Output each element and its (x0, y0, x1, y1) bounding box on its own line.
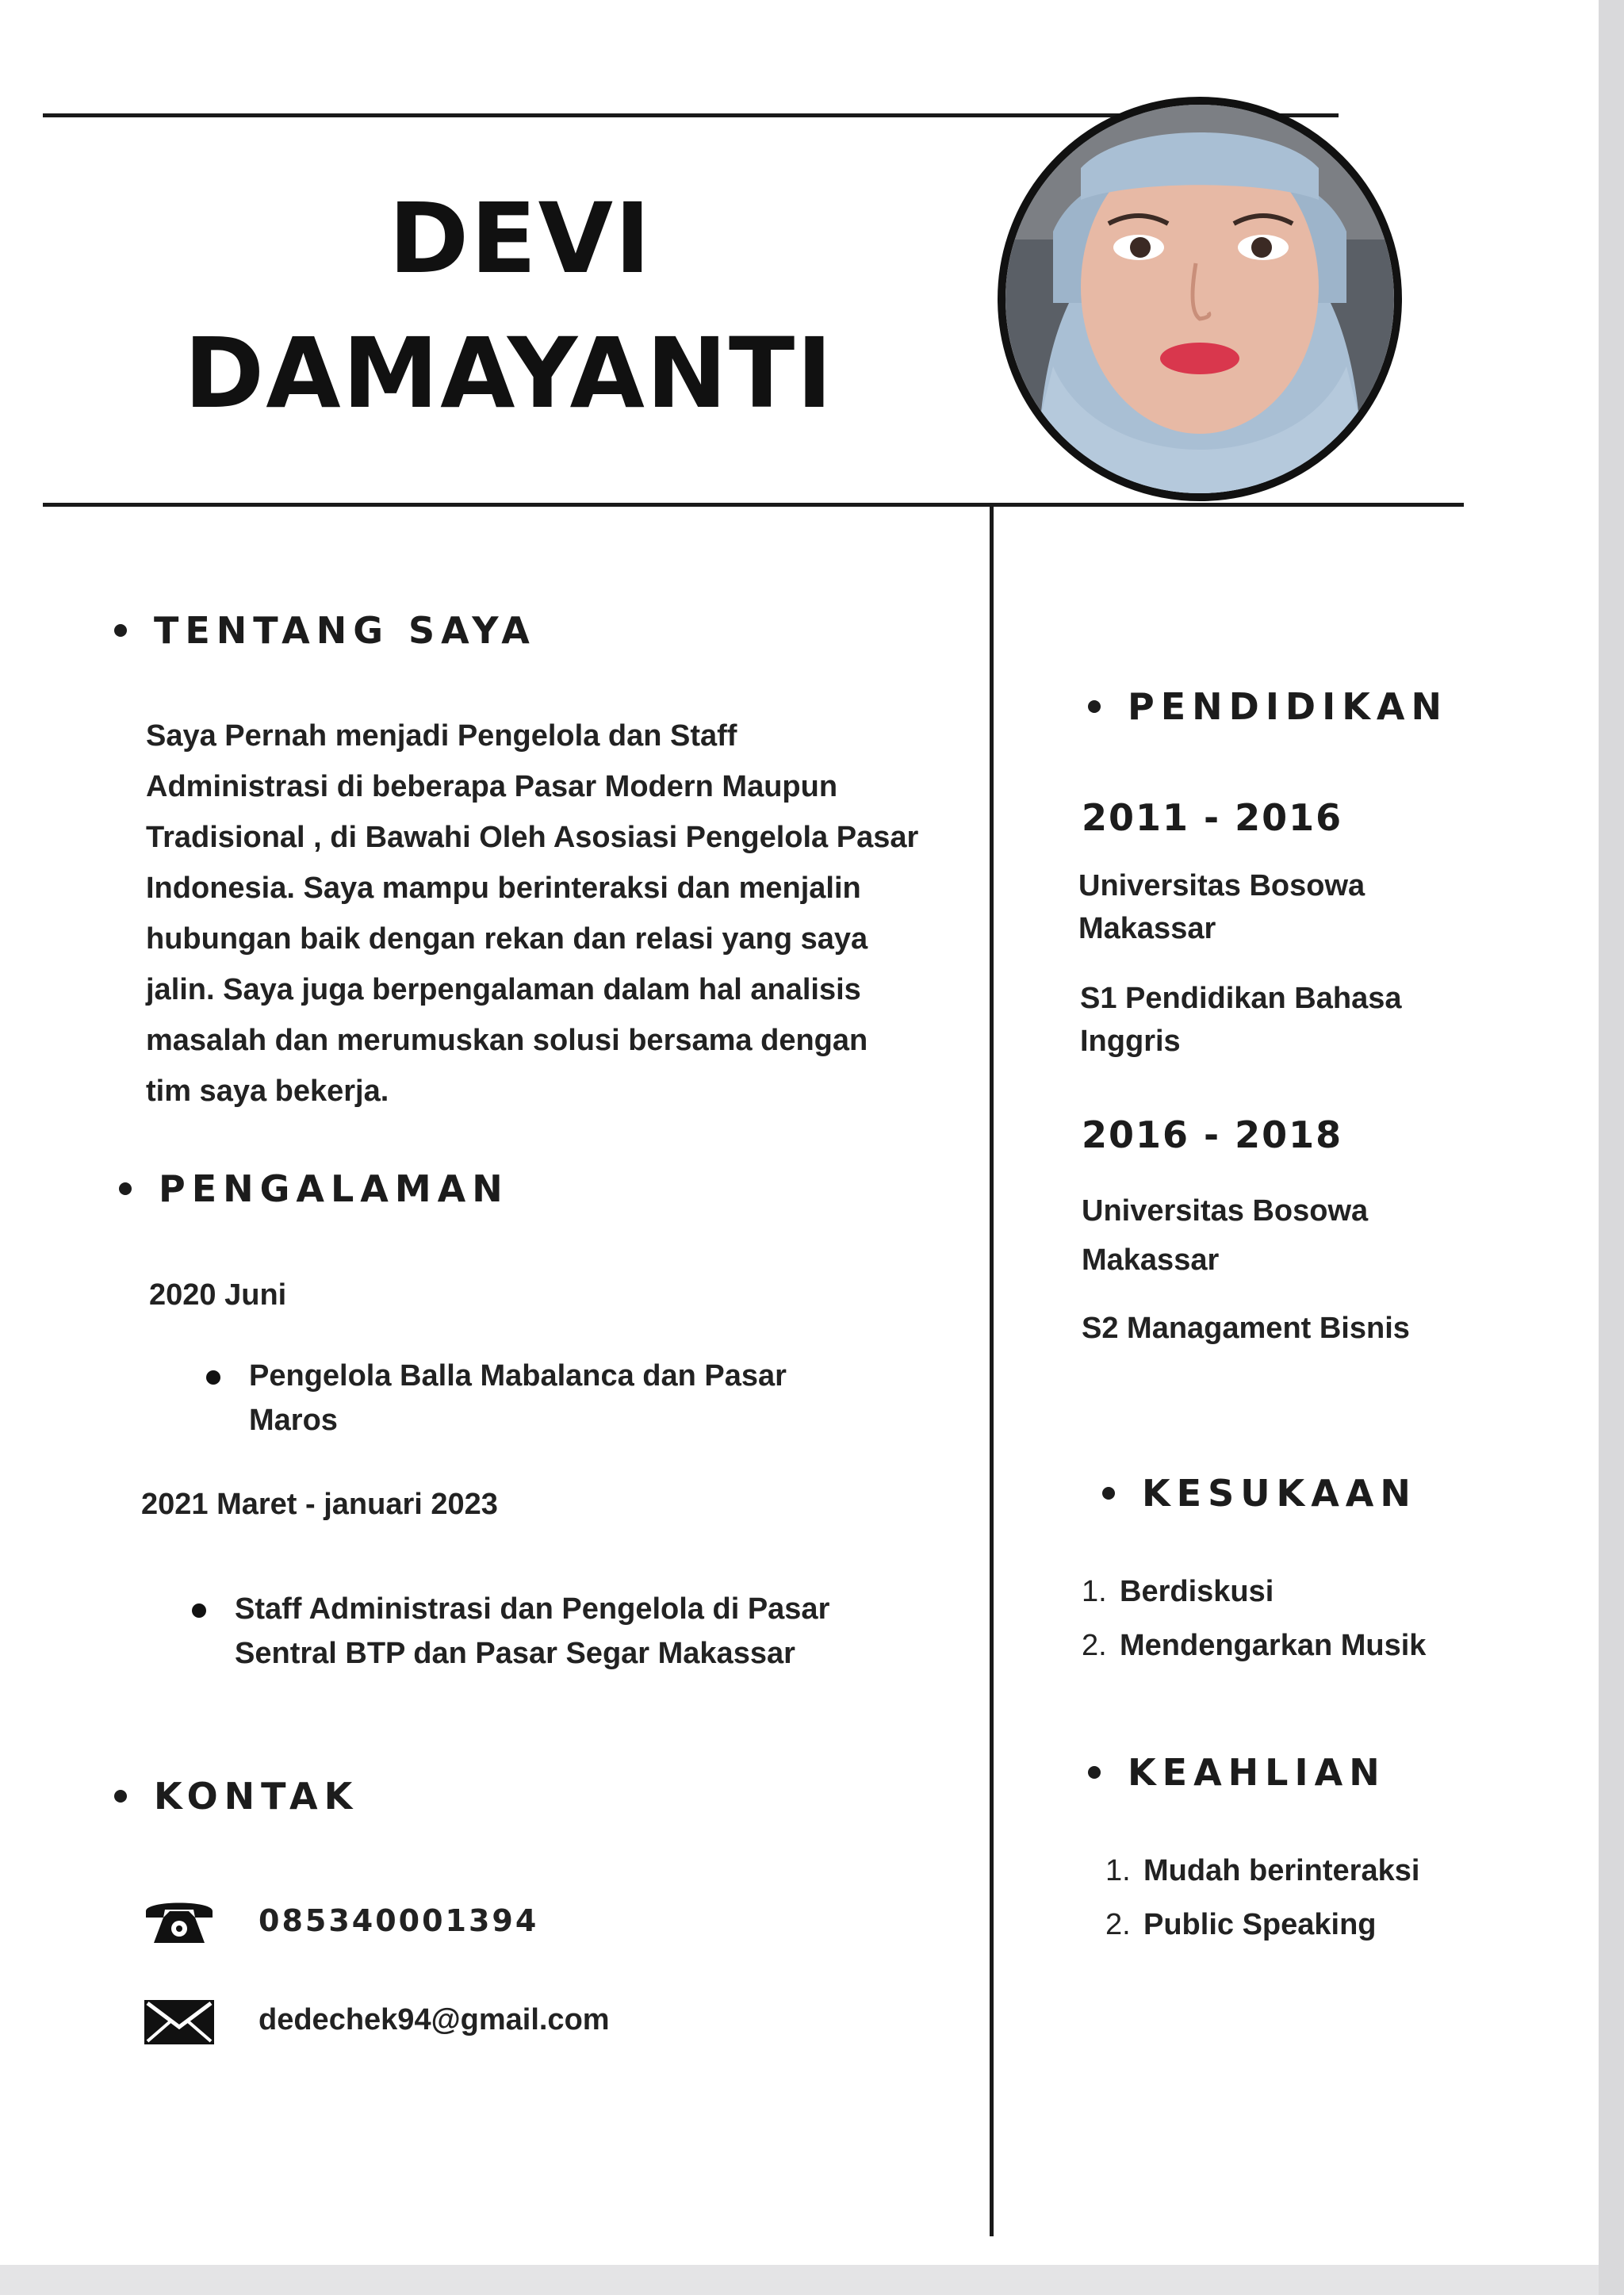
hobby-item: Berdiskusi (1120, 1575, 1274, 1608)
column-divider (990, 504, 994, 2236)
contact-heading-text: KONTAK (154, 1775, 359, 1818)
telephone-icon (143, 1894, 216, 1946)
last-name: DAMAYANTI (184, 317, 834, 430)
envelope-icon (143, 1998, 216, 2046)
education-degree: S1 Pendidikan Bahasa (1080, 982, 1402, 1015)
about-line: Saya Pernah menjadi Pengelola dan Staff (146, 719, 737, 753)
heading-bullet (1102, 1487, 1115, 1500)
heading-bullet (119, 1182, 132, 1195)
experience-period: 2021 Maret - januari 2023 (141, 1488, 498, 1521)
about-line: jalin. Saya juga berpengalaman dalam hal analisis (146, 973, 861, 1006)
experience-role: Maros (249, 1404, 338, 1437)
about-line: tim saya bekerja. (146, 1075, 389, 1108)
experience-heading (119, 1167, 509, 1210)
experience-bullet (192, 1603, 206, 1618)
about-heading (114, 609, 536, 652)
education-degree: S2 Managament Bisnis (1082, 1312, 1410, 1345)
phone-number[interactable]: 085340001394 (259, 1903, 539, 1938)
education-degree: Inggris (1080, 1025, 1181, 1058)
education-school: Universitas Bosowa (1082, 1194, 1369, 1228)
skill-number: 2. (1105, 1908, 1131, 1941)
education-heading-text: PENDIDIKAN (1128, 685, 1448, 728)
skills-heading (1088, 1751, 1386, 1794)
education-years: 2011 - 2016 (1082, 796, 1343, 839)
profile-photo (998, 97, 1402, 501)
heading-bullet (1088, 700, 1101, 713)
heading-bullet (114, 1790, 127, 1803)
education-school: Universitas Bosowa (1078, 869, 1365, 902)
experience-role: Staff Administrasi dan Pengelola di Pasar (235, 1592, 830, 1626)
hobbies-heading (1102, 1472, 1417, 1515)
about-line: masalah dan merumuskan solusi bersama dengan (146, 1024, 868, 1057)
about-line: Administrasi di beberapa Pasar Modern Maupun (146, 770, 838, 803)
skill-item: Public Speaking (1143, 1908, 1377, 1941)
education-school: Makassar (1082, 1243, 1220, 1277)
experience-bullet (206, 1370, 220, 1385)
about-line: Indonesia. Saya mampu berinteraksi dan menjalin (146, 872, 861, 905)
header-divider (43, 503, 1464, 507)
email-address[interactable]: dedechek94@gmail.com (259, 2003, 610, 2036)
experience-heading-text: PENGALAMAN (159, 1167, 509, 1210)
about-line: Tradisional , di Bawahi Oleh Asosiasi Pengelola Pasar (146, 821, 919, 854)
contact-heading (114, 1775, 358, 1818)
hobbies-heading-text: KESUKAAN (1142, 1472, 1417, 1515)
education-years: 2016 - 2018 (1082, 1113, 1343, 1156)
hobby-number: 1. (1082, 1575, 1107, 1608)
skills-heading-text: KEAHLIAN (1128, 1751, 1386, 1794)
about-line: hubungan baik dengan rekan dan relasi yang saya (146, 922, 868, 956)
about-paragraph (146, 711, 971, 1117)
experience-role: Sentral BTP dan Pasar Segar Makassar (235, 1637, 795, 1670)
page-edge-shadow (1599, 0, 1624, 2295)
education-heading (1088, 685, 1448, 728)
experience-period: 2020 Juni (149, 1278, 287, 1312)
heading-bullet (1088, 1766, 1101, 1779)
skill-item: Mudah berinteraksi (1143, 1854, 1420, 1887)
skill-number: 1. (1105, 1854, 1131, 1887)
about-heading-text: TENTANG SAYA (154, 609, 536, 652)
heading-bullet (114, 624, 127, 637)
hobby-number: 2. (1082, 1629, 1107, 1662)
portrait-illustration (1005, 105, 1394, 493)
experience-role: Pengelola Balla Mabalanca dan Pasar (249, 1359, 787, 1393)
education-school: Makassar (1078, 912, 1216, 945)
hobby-item: Mendengarkan Musik (1120, 1629, 1427, 1662)
first-name: DEVI (389, 182, 653, 295)
